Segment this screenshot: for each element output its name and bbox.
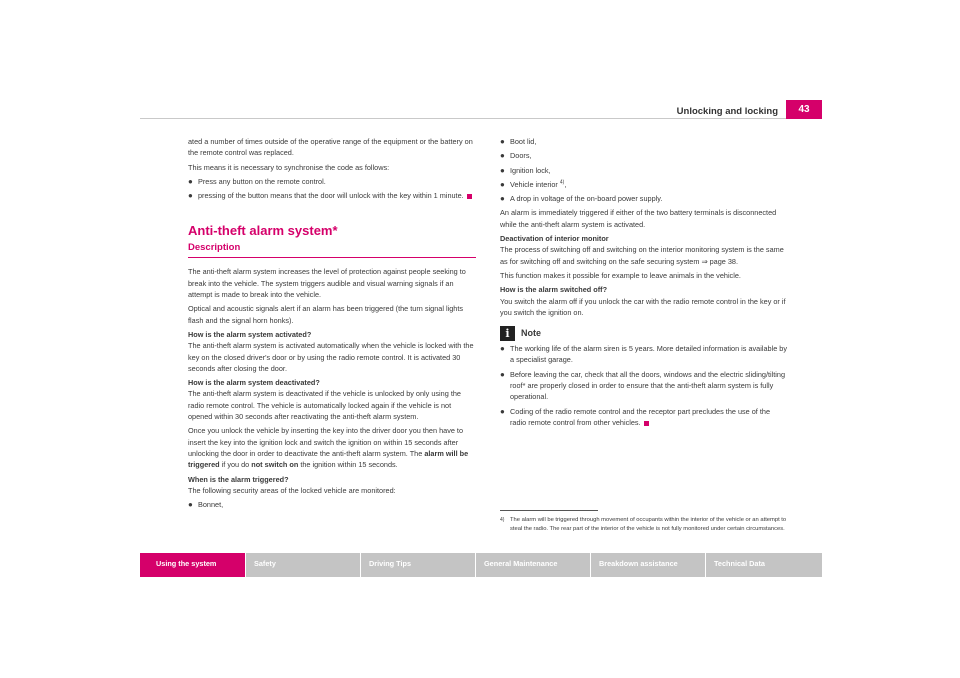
area-bullet-boot: Boot lid, (510, 137, 537, 146)
page-number: 43 (786, 100, 822, 119)
question-triggered: When is the alarm triggered? (188, 474, 289, 484)
list-item (500, 369, 788, 403)
text-span: if you do (219, 460, 252, 470)
bullet-icon: ● (500, 165, 505, 175)
intro-paragraph-2: This means it is necessary to synchronise the code as follows: (188, 162, 390, 172)
footnote-text: The alarm will be triggered through movement of occupants within the interior of the vehicle or an attempt to steal the radio. The rear part of the interior of the vehicle is not fully monitored under certain circumstances. (510, 517, 787, 532)
bullet-icon: ● (500, 369, 505, 379)
bullet-icon: ● (500, 151, 505, 161)
subsection-title: Description (188, 242, 476, 258)
nav-tab-driving-tips[interactable]: Driving Tips (361, 553, 476, 577)
text-span: , (564, 179, 567, 189)
nav-tab-technical-data[interactable]: Technical Data (706, 553, 822, 577)
list-item (188, 499, 476, 510)
header-rule (140, 118, 822, 119)
nav-tab-using-the-system[interactable]: Using the system (140, 553, 246, 577)
description-paragraph-1: The anti-theft alarm system increases the level of protection against people seeking to break into the vehicle. The system triggers audible and visual warning signals if an attempt is made to break into the vehicle. (188, 267, 466, 300)
note-bullet-3: Coding of the radio remote control and the receptor part precludes the use of the radio remote control from other vehicles. (510, 406, 771, 427)
area-bullet-doors: Doors, (510, 151, 532, 161)
list-item (500, 343, 788, 366)
list-item (500, 179, 788, 190)
bullet-icon: ● (500, 179, 505, 189)
list-item (500, 136, 788, 147)
info-icon: i (500, 326, 515, 341)
footnote-ref: 4) (559, 179, 565, 186)
answer-triggered: The following security areas of the locked vehicle are monitored: (188, 485, 396, 495)
switch-off-heading: How is the alarm switched off? (500, 285, 608, 295)
note-bullet-1: The working life of the alarm siren is 5 years. More detailed information is available by a specialist garage. (510, 344, 788, 365)
answer-deactivated: The anti-theft alarm system is deactivated if the vehicle is unlocked by only using the radio remote control. The vehicle is automatically locked again if the vehicle is not opened within 30 seconds after reactivating the anti-theft alarm system. (188, 389, 461, 422)
text-span: the ignition within 15 seconds. (298, 460, 398, 470)
nav-tab-breakdown-assistance[interactable]: Breakdown assistance (591, 553, 706, 577)
end-of-section-icon (467, 194, 472, 199)
bullet-icon: ● (500, 406, 505, 416)
chapter-nav (140, 553, 822, 577)
list-item (500, 150, 788, 161)
description-paragraph-2: Optical and acoustic signals alert if an alarm has been triggered (the turn signal lights flash and the signal horn honks). (188, 304, 463, 325)
deactivation-paragraph: The process of switching off and switching on the interior monitoring system is the same as for switching off and switching on the safe securing system ⇒ page 38. (500, 245, 784, 266)
footnote-rule (500, 510, 598, 511)
section-title: Anti-theft alarm system* (188, 223, 338, 239)
deactivation-heading: Deactivation of interior monitor (500, 234, 609, 244)
emphasis-alarm-triggered: alarm will be triggered (188, 448, 469, 470)
bullet-icon: ● (188, 500, 193, 510)
list-item (500, 165, 788, 176)
emphasis-not-switch-on: not switch on (251, 460, 299, 470)
area-bullet-voltage: A drop in voltage of the on-board power supply. (510, 194, 663, 204)
bullet-icon: ● (500, 194, 505, 204)
intro-paragraph-1: ated a number of times outside of the operative range of the equipment or the battery on the remote control was replaced. (188, 137, 473, 158)
note-header (500, 326, 788, 341)
area-bullet-bonnet: Bonnet, (198, 500, 224, 510)
sync-bullet-1: Press any button on the remote control. (198, 176, 326, 186)
footnote (500, 516, 792, 533)
bullet-icon: ● (188, 191, 193, 201)
answer-activated: The anti-theft alarm system is activated automatically when the vehicle is locked with the key on the closed driver's door or by using the radio remote control. It is activated 30 seconds after closing the door. (188, 341, 474, 373)
list-item (500, 193, 788, 204)
sync-bullet-2: pressing of the button means that the door will unlock with the key within 1 minute. (198, 191, 464, 201)
footnote-number: 4) (500, 517, 505, 523)
nav-tab-general-maintenance[interactable]: General Maintenance (476, 553, 591, 577)
list-item (500, 406, 788, 429)
end-of-section-icon (644, 421, 649, 426)
note-label: Note (521, 328, 541, 338)
question-deactivated: How is the alarm system deactivated? (188, 378, 320, 388)
bullet-icon: ● (188, 176, 193, 186)
page-header-title: Unlocking and locking (676, 106, 778, 117)
area-bullet-ignition: Ignition lock, (510, 165, 551, 175)
switch-off-paragraph: You switch the alarm off if you unlock the car with the radio remote control in the key or if you switch the ignition on. (500, 296, 786, 317)
note-bullet-2: Before leaving the car, check that all the doors, windows and the electric sliding/tilting roof* are properly closed in order to ensure that the anti-theft alarm system is fully operational. (510, 369, 786, 402)
question-activated: How is the alarm system activated? (188, 329, 312, 339)
battery-paragraph: An alarm is immediately triggered if either of the two battery terminals is disconnected while the anti-theft alarm system is activated. (500, 208, 777, 229)
text-span: Once you unlock the vehicle by inserting the key into the driver door you then have to insert the key into the ignition lock and switch the ignition on within 15 seconds after unlocking the door in order to deactivate the anti-theft alarm system. The (188, 426, 464, 458)
left-column (188, 136, 476, 513)
deactivation-paragraph-2: This function makes it possible for example to leave animals in the vehicle. (500, 270, 741, 280)
list-item (188, 176, 476, 187)
right-column (500, 136, 788, 431)
list-item (188, 190, 476, 201)
nav-tab-safety[interactable]: Safety (246, 553, 361, 577)
area-bullet-interior: Vehicle interior (510, 179, 558, 189)
bullet-icon: ● (500, 137, 505, 146)
answer-deactivated-2 (188, 425, 476, 470)
bullet-icon: ● (500, 344, 505, 354)
